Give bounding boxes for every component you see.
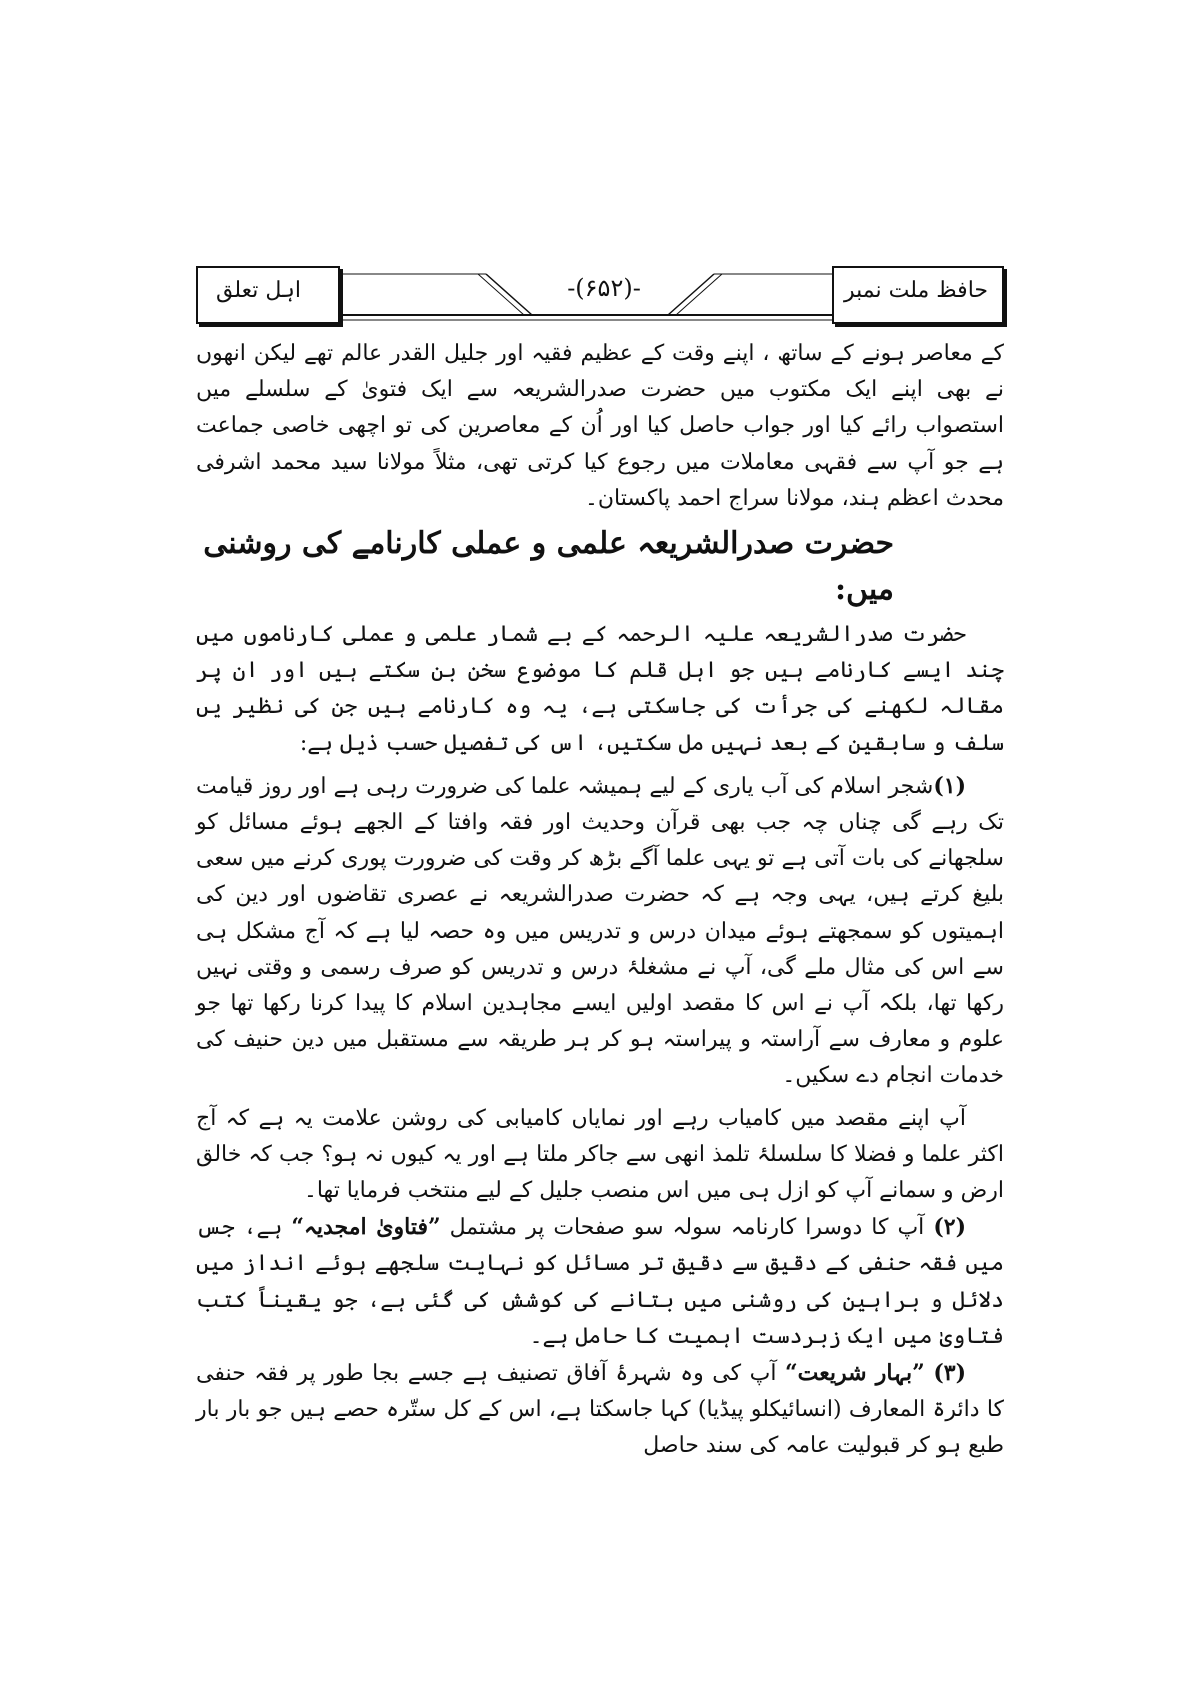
item-3-number: (۳) <box>933 1360 966 1387</box>
page-number: -(۶۵۲)- <box>567 274 641 302</box>
section-title: اہل تعلق <box>216 278 302 303</box>
header-publication-box <box>832 266 1004 324</box>
book-title-fatawa-amjadia: ”فتاویٰ امجدیہ“ <box>291 1214 441 1241</box>
item-2-text-end: ہے، جس میں فقہ حنفی کے دقیق سے دقیق تر مسائل کو نہایت سلجھے ہوئے انداز میں دلائل و براہین کی روشنی میں بتانے کی کوشش کی گئی ہے، جو یقیناً کتب فتاویٰ میں ایک زبردست اہمیت کا حامل ہے۔ <box>196 1215 1004 1349</box>
header-section-box <box>196 266 340 324</box>
paragraph-1: کے معاصر ہونے کے ساتھ ، اپنے وقت کے عظیم فقیہ اور جلیل القدر عالم تھے لیکن انھوں نے بھی اپنے ایک مکتوب میں حضرت صدرالشریعہ سے ایک فتویٰ کے سلسلے میں استصواب رائے کیا اور جواب حاصل کیا اور اُن کے معاصرین کی تو اچھی خاصی جماعت ہے جو آپ سے فقہی معاملات میں رجوع کیا کرتی تھی، مثلاً مولانا سید محمد اشرفی محدث اعظم ہند، مولانا سراج احمد پاکستان۔ <box>196 341 1005 511</box>
page-header <box>196 266 1004 326</box>
item-3-text: آپ کی وہ شہرۂ آفاق تصنیف ہے جسے بجا طور پر فقہ حنفی کا دائرۃ المعارف (انسائیکلو پیڈیا) کہا جاسکتا ہے، اس کے کل ستّرہ حصے ہیں جو بار بار طبع ہو کر قبولیت عامہ کی سند حاصل <box>196 1361 1004 1459</box>
section-heading: حضرت صدرالشریعہ علمی و عملی کارنامے کی روشنی میں: <box>203 526 894 608</box>
item-2-number: (۲) <box>933 1214 966 1241</box>
book-title-bahar-e-shariat: ”بہار شریعت“ <box>785 1360 925 1387</box>
numbered-item-1 <box>196 768 1004 1095</box>
numbered-item-2 <box>196 1209 1004 1355</box>
item-2-text-start: آپ کا دوسرا کارنامہ سولہ سو صفحات پر مشتمل <box>440 1215 925 1241</box>
page-body <box>196 336 1004 1465</box>
item-1-number: (۱) <box>933 772 966 799</box>
publication-title: حافظ ملت نمبر <box>844 278 988 303</box>
paragraph-3: آپ اپنے مقصد میں کامیاب رہے اور نمایاں کامیابی کی روشن علامت یہ ہے کہ آج اکثر علما و فضلا کا سلسلۂ تلمذ انھی سے جاکر ملتا ہے اور یہ کیوں نہ ہو؟ جب کہ خالق ارض و سمانے آپ کو ازل ہی میں اس منصب جلیل کے لیے منتخب فرمایا تھا۔ <box>196 1105 1004 1204</box>
item-1-text: شجر اسلام کی آب یاری کے لیے ہمیشہ علما کی ضرورت رہی ہے اور روز قیامت تک رہے گی چناں چہ جب بھی قرآن وحدیث اور فقہ وافتا کے الجھے ہوئے مسائل کو سلجھانے کی بات آتی ہے تو یہی علما آگے بڑھ کر وقت کی ضرورت پوری کرنے میں سعی بلیغ کرتے ہیں، یہی وجہ ہے کہ حضرت صدرالشریعہ نے عصری تقاضوں اور دین کی اہمیتوں کو سمجھتے ہوئے میدان درس و تدریس میں وہ حصہ لیا ہے کہ آج مشکل ہی سے اس کی مثال ملے گی، آپ نے مشغلۂ درس و تدریس کو صرف رسمی و وقتی نہیں رکھا تھا، بلکہ آپ نے اس کا مقصد اولیں ایسے مجاہدین اسلام کا پیدا کرنا رکھا تھا جو علوم و معارف سے آراستہ و پیراستہ ہو کر ہر طریقہ سے مستقبل میں دین حنیف کی خدمات انجام دے سکیں۔ <box>196 773 1004 1089</box>
paragraph-2: حضرت صدرالشریعہ علیہ الرحمہ کے بے شمار علمی و عملی کارناموں میں چند ایسے کارنامے ہیں جو اہل قلم کا موضوع سخن بن سکتے ہیں اور ان پر مقالہ لکھنے کی جرأت کی جاسکتی ہے، یہ وہ کارنامے ہیں جن کی نظیر یں سلف و سابقین کے بعد نہیں مل سکتیں، اس کی تفصیل حسب ذیل ہے: <box>196 622 1004 756</box>
numbered-item-3 <box>196 1355 1004 1465</box>
